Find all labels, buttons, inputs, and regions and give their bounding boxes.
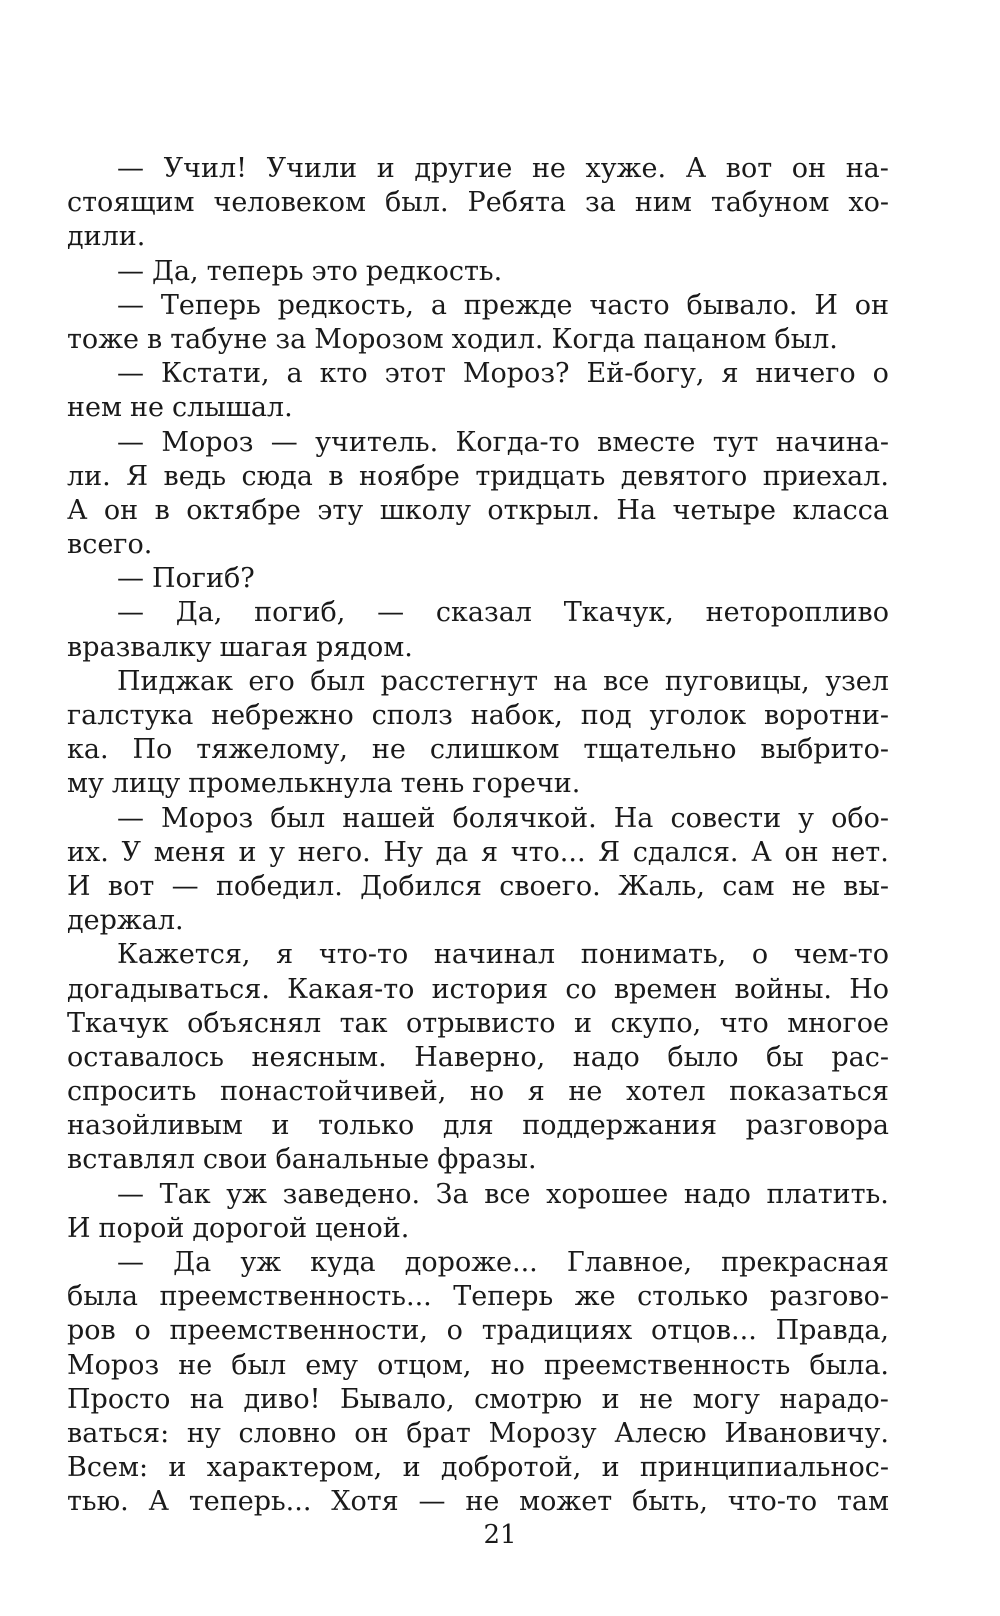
text-line: му лицу промелькнула тень горечи. (67, 768, 581, 800)
text-line: их. У меня и у него. Ну да я что... Я сдался. А он нет. (67, 836, 889, 868)
page-number: 21 (483, 1520, 517, 1550)
text-line: оставалось неясным. Наверно, надо было бы рас- (67, 1041, 889, 1073)
text-line: Всем: и характером, и добротой, и принципиальнос- (67, 1452, 889, 1484)
text-line: догадываться. Какая-то история со времен войны. Но (67, 973, 889, 1005)
text-line: ли. Я ведь сюда в ноябре тридцать девятого приехал. (67, 460, 889, 492)
text-line: галстука небрежно сполз набок, под уголок воротни- (67, 700, 889, 731)
text-line: — Учил! Учили и другие не хуже. А вот он на- (117, 153, 889, 184)
text-line: — Да, теперь это редкость. (117, 255, 503, 287)
text-line: — Кстати, а кто этот Мороз? Ей-богу, я ничего о (117, 358, 889, 390)
text-line: ров о преемственности, о традициях отцов... Правда, (67, 1315, 889, 1347)
text-line: — Мороз был нашей болячкой. На совести у обо- (117, 802, 889, 834)
text-line: И вот — победил. Добился своего. Жаль, сам не вы- (67, 870, 889, 902)
text-line: — Теперь редкость, а прежде часто бывало. И он (117, 289, 889, 321)
text-line: спросить понастойчивей, но я не хотел показаться (67, 1076, 889, 1108)
text-line: была преемственность... Теперь же столько разгово- (67, 1281, 889, 1313)
text-line: ваться: ну словно он брат Морозу Алесю Ивановичу. (67, 1417, 889, 1449)
text-line: — Да, погиб, — сказал Ткачук, неторопливо (117, 597, 889, 629)
text-line: вставлял свои банальные фразы. (67, 1144, 537, 1176)
text-line: назойливым и только для поддержания разговора (67, 1110, 889, 1142)
page-body-text (67, 152, 889, 1520)
text-line: Просто на диво! Бывало, смотрю и не могу нарадо- (67, 1383, 889, 1415)
text-line: — Погиб? (117, 563, 255, 595)
text-line: И порой дорогой ценой. (67, 1212, 410, 1244)
text-line: тью. А теперь... Хотя — не может быть, что-то там (67, 1486, 889, 1518)
text-line: Кажется, я что-то начинал понимать, о чем-то (117, 939, 889, 971)
text-line: всего. (67, 529, 153, 561)
text-line: ка. По тяжелому, не слишком тщательно выбрито- (67, 734, 889, 766)
text-line: Ткачук объяснял так отрывисто и скупо, что многое (67, 1007, 889, 1039)
text-line: Мороз не был ему отцом, но преемственность была. (67, 1349, 889, 1381)
text-line: стоящим человеком был. Ребята за ним табуном хо- (67, 187, 889, 219)
text-line: нем не слышал. (67, 392, 293, 424)
text-line: — Мороз — учитель. Когда-то вместе тут начина- (117, 426, 889, 458)
text-line: — Да уж куда дороже... Главное, прекрасная (117, 1247, 889, 1278)
text-line: А он в октябре эту школу открыл. На четыре класса (67, 494, 889, 526)
text-line: — Так уж заведено. За все хорошее надо платить. (117, 1178, 889, 1210)
text-line: держал. (67, 905, 184, 937)
text-line: тоже в табуне за Морозом ходил. Когда пацаном был. (67, 323, 838, 355)
text-line: вразвалку шагая рядом. (67, 631, 413, 663)
text-line: дили. (67, 221, 146, 253)
text-line: Пиджак его был расстегнут на все пуговицы, узел (117, 665, 889, 697)
